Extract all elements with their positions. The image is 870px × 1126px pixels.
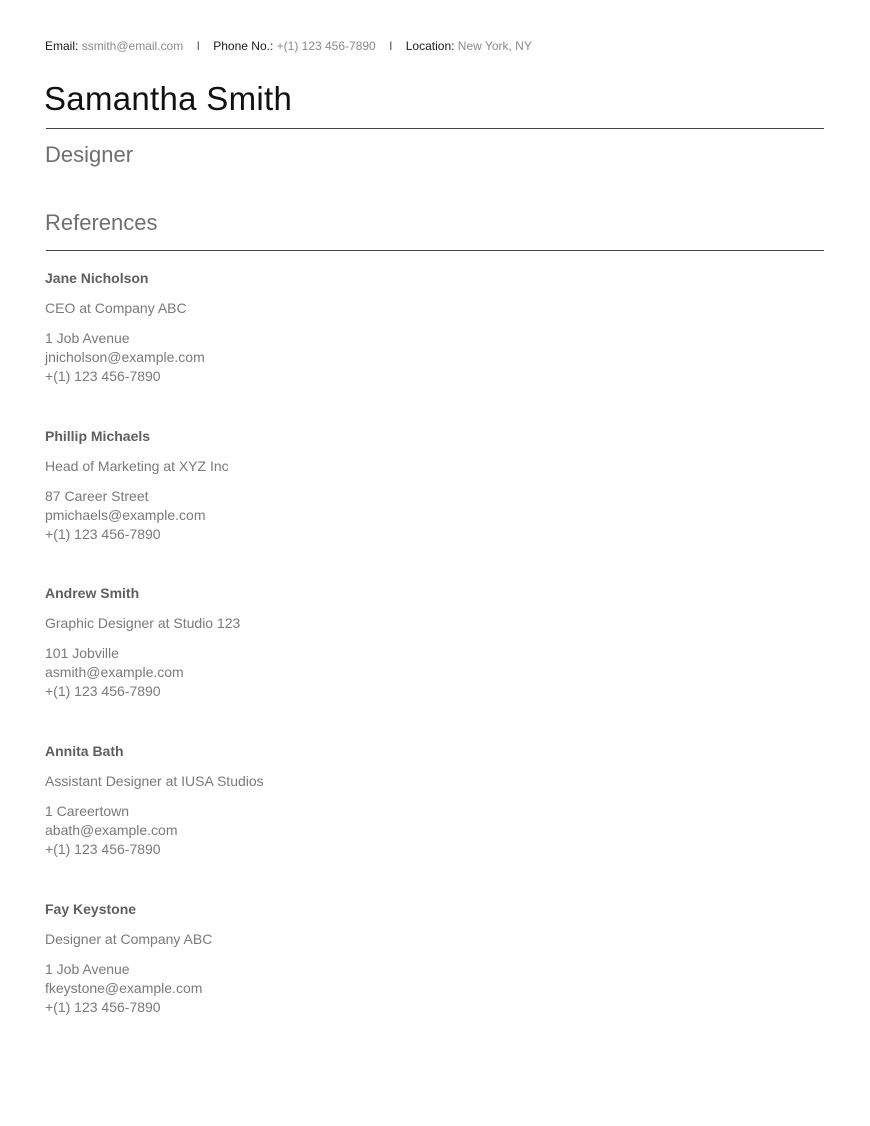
contact-separator: I [196, 39, 200, 53]
reference-phone: +(1) 123 456-7890 [45, 368, 161, 384]
reference-phone: +(1) 123 456-7890 [45, 841, 161, 857]
reference-email[interactable]: fkeystone@example.com [45, 980, 203, 996]
reference-entry [45, 269, 645, 386]
contact-separator: I [389, 39, 393, 53]
reference-name: Annita Bath [45, 743, 124, 759]
reference-address: 1 Job Avenue [45, 961, 130, 977]
reference-address: 1 Job Avenue [45, 330, 130, 346]
reference-name: Fay Keystone [45, 901, 137, 917]
reference-address: 87 Career Street [45, 488, 149, 504]
name-divider [46, 128, 824, 129]
reference-role: Designer at Company ABC [45, 931, 213, 947]
reference-phone: +(1) 123 456-7890 [45, 683, 161, 699]
reference-entry [45, 427, 645, 544]
reference-role: CEO at Company ABC [45, 300, 187, 316]
references-heading: References [45, 210, 158, 235]
job-title: Designer [45, 142, 134, 167]
email-value[interactable]: ssmith@email.com [81, 39, 184, 53]
reference-email[interactable]: pmichaels@example.com [45, 507, 206, 523]
phone-label: Phone No.: [213, 39, 274, 53]
reference-email[interactable]: abath@example.com [45, 822, 178, 838]
location-label: Location: [405, 39, 455, 53]
reference-entry [45, 742, 645, 859]
reference-name: Jane Nicholson [45, 270, 149, 286]
reference-entry [45, 900, 645, 1017]
reference-name: Phillip Michaels [45, 428, 151, 444]
contact-bar [45, 38, 532, 54]
reference-phone: +(1) 123 456-7890 [45, 526, 161, 542]
reference-address: 101 Jobville [45, 645, 119, 661]
reference-phone: +(1) 123 456-7890 [45, 999, 161, 1015]
candidate-name: Samantha Smith [44, 80, 293, 117]
reference-email[interactable]: jnicholson@example.com [45, 349, 205, 365]
location-value: New York, NY [457, 39, 532, 53]
reference-role: Graphic Designer at Studio 123 [45, 615, 241, 631]
reference-email[interactable]: asmith@example.com [45, 664, 184, 680]
reference-address: 1 Careertown [45, 803, 130, 819]
phone-value: +(1) 123 456-7890 [276, 39, 376, 53]
reference-entry [45, 584, 645, 701]
email-label: Email: [45, 39, 79, 53]
reference-role: Head of Marketing at XYZ Inc [45, 458, 229, 474]
reference-role: Assistant Designer at IUSA Studios [45, 773, 264, 789]
references-divider [46, 250, 824, 251]
reference-name: Andrew Smith [45, 585, 140, 601]
